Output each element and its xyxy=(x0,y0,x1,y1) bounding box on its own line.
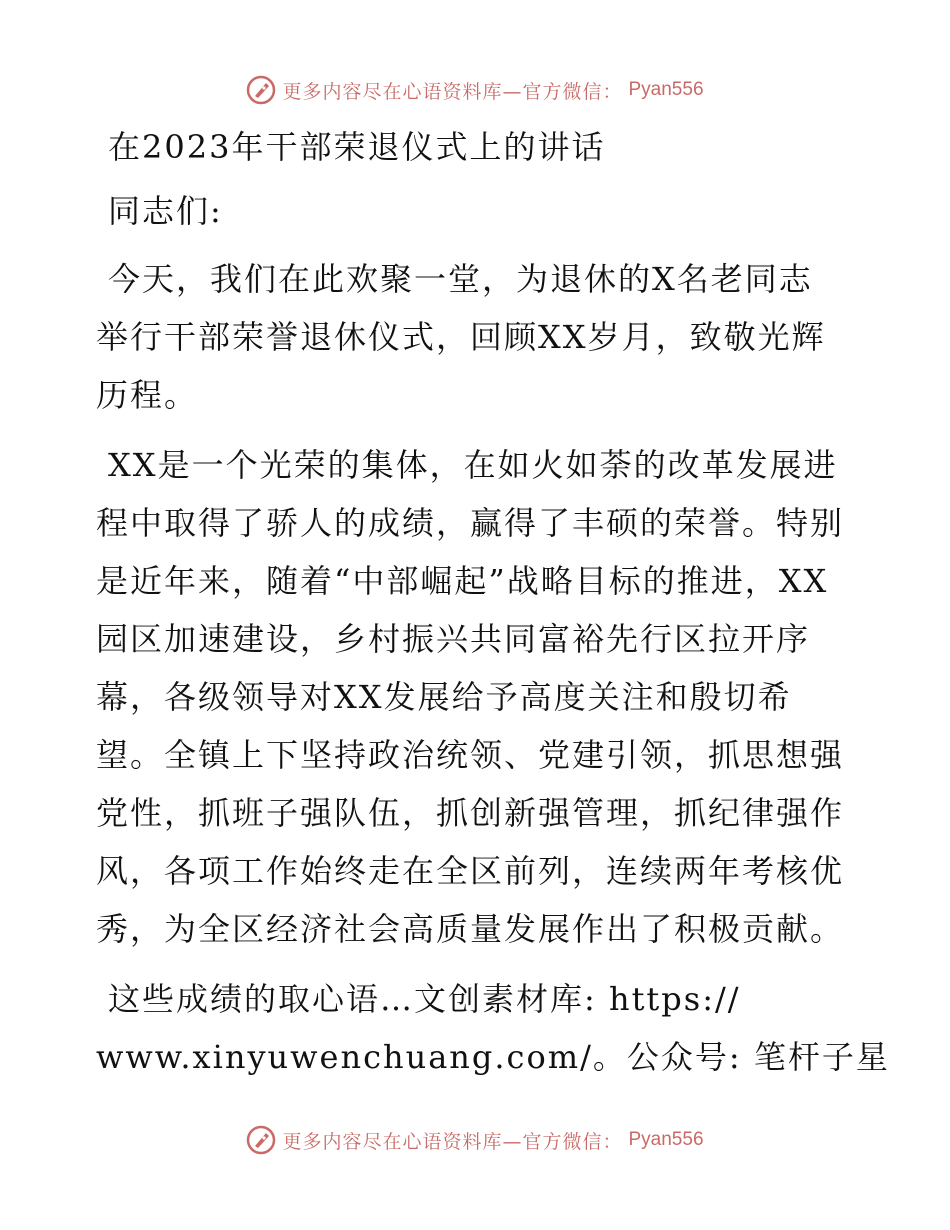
footer-watermark xyxy=(0,1120,950,1160)
watermark-text: 更多内容尽在心语资料库—官方微信： xyxy=(282,1130,623,1153)
paragraph-line: 风，各项工作始终走在全区前列，连续两年考核优 xyxy=(96,852,845,890)
paragraph-line: www.xinyuwenchuang.com/。公众号: 笔杆子星 xyxy=(96,1038,890,1076)
paragraph-line: 秀，为全区经济社会高质量发展作出了积极贡献。 xyxy=(96,910,845,948)
salutation: 同志们: xyxy=(108,192,223,230)
paragraph-line: 这些成绩的取心语…文创素材库: https:// xyxy=(108,980,741,1018)
paragraph-line: 幕，各级领导对XX发展给予高度关注和殷切希 xyxy=(96,678,792,716)
paragraph-3 xyxy=(96,970,890,1086)
header-watermark xyxy=(0,70,950,110)
pen-nib-logo-icon xyxy=(246,1125,276,1155)
paragraph-2 xyxy=(96,436,856,958)
document-title: 在2023年干部荣退仪式上的讲话 xyxy=(108,128,606,166)
watermark-text: 更多内容尽在心语资料库—官方微信： xyxy=(282,80,623,103)
watermark-wechat-id: Pyan556 xyxy=(628,1129,704,1150)
paragraph-line: 今天，我们在此欢聚一堂，为退休的X名老同志 xyxy=(108,260,813,298)
document-body xyxy=(96,120,890,1086)
paragraph-line: 望。全镇上下坚持政治统领、党建引领，抓思想强 xyxy=(96,736,845,774)
paragraph-1 xyxy=(96,250,856,424)
paragraph-line: 是近年来，随着“中部崛起”战略目标的推进，XX xyxy=(96,562,829,600)
paragraph-line: 历程。 xyxy=(96,376,199,414)
watermark-wechat-id: Pyan556 xyxy=(628,79,704,100)
pen-nib-logo-icon xyxy=(246,75,276,105)
paragraph-line: 党性，抓班子强队伍，抓创新强管理，抓纪律强作 xyxy=(96,794,845,832)
paragraph-line: 程中取得了骄人的成绩，赢得了丰硕的荣誉。特别 xyxy=(96,504,845,542)
paragraph-line: 举行干部荣誉退休仪式，回顾XX岁月，致敬光辉 xyxy=(96,318,826,356)
paragraph-line: 园区加速建设，乡村振兴共同富裕先行区拉开序 xyxy=(96,620,811,658)
paragraph-line: XX是一个光荣的集体，在如火如荼的改革发展进 xyxy=(108,446,838,484)
